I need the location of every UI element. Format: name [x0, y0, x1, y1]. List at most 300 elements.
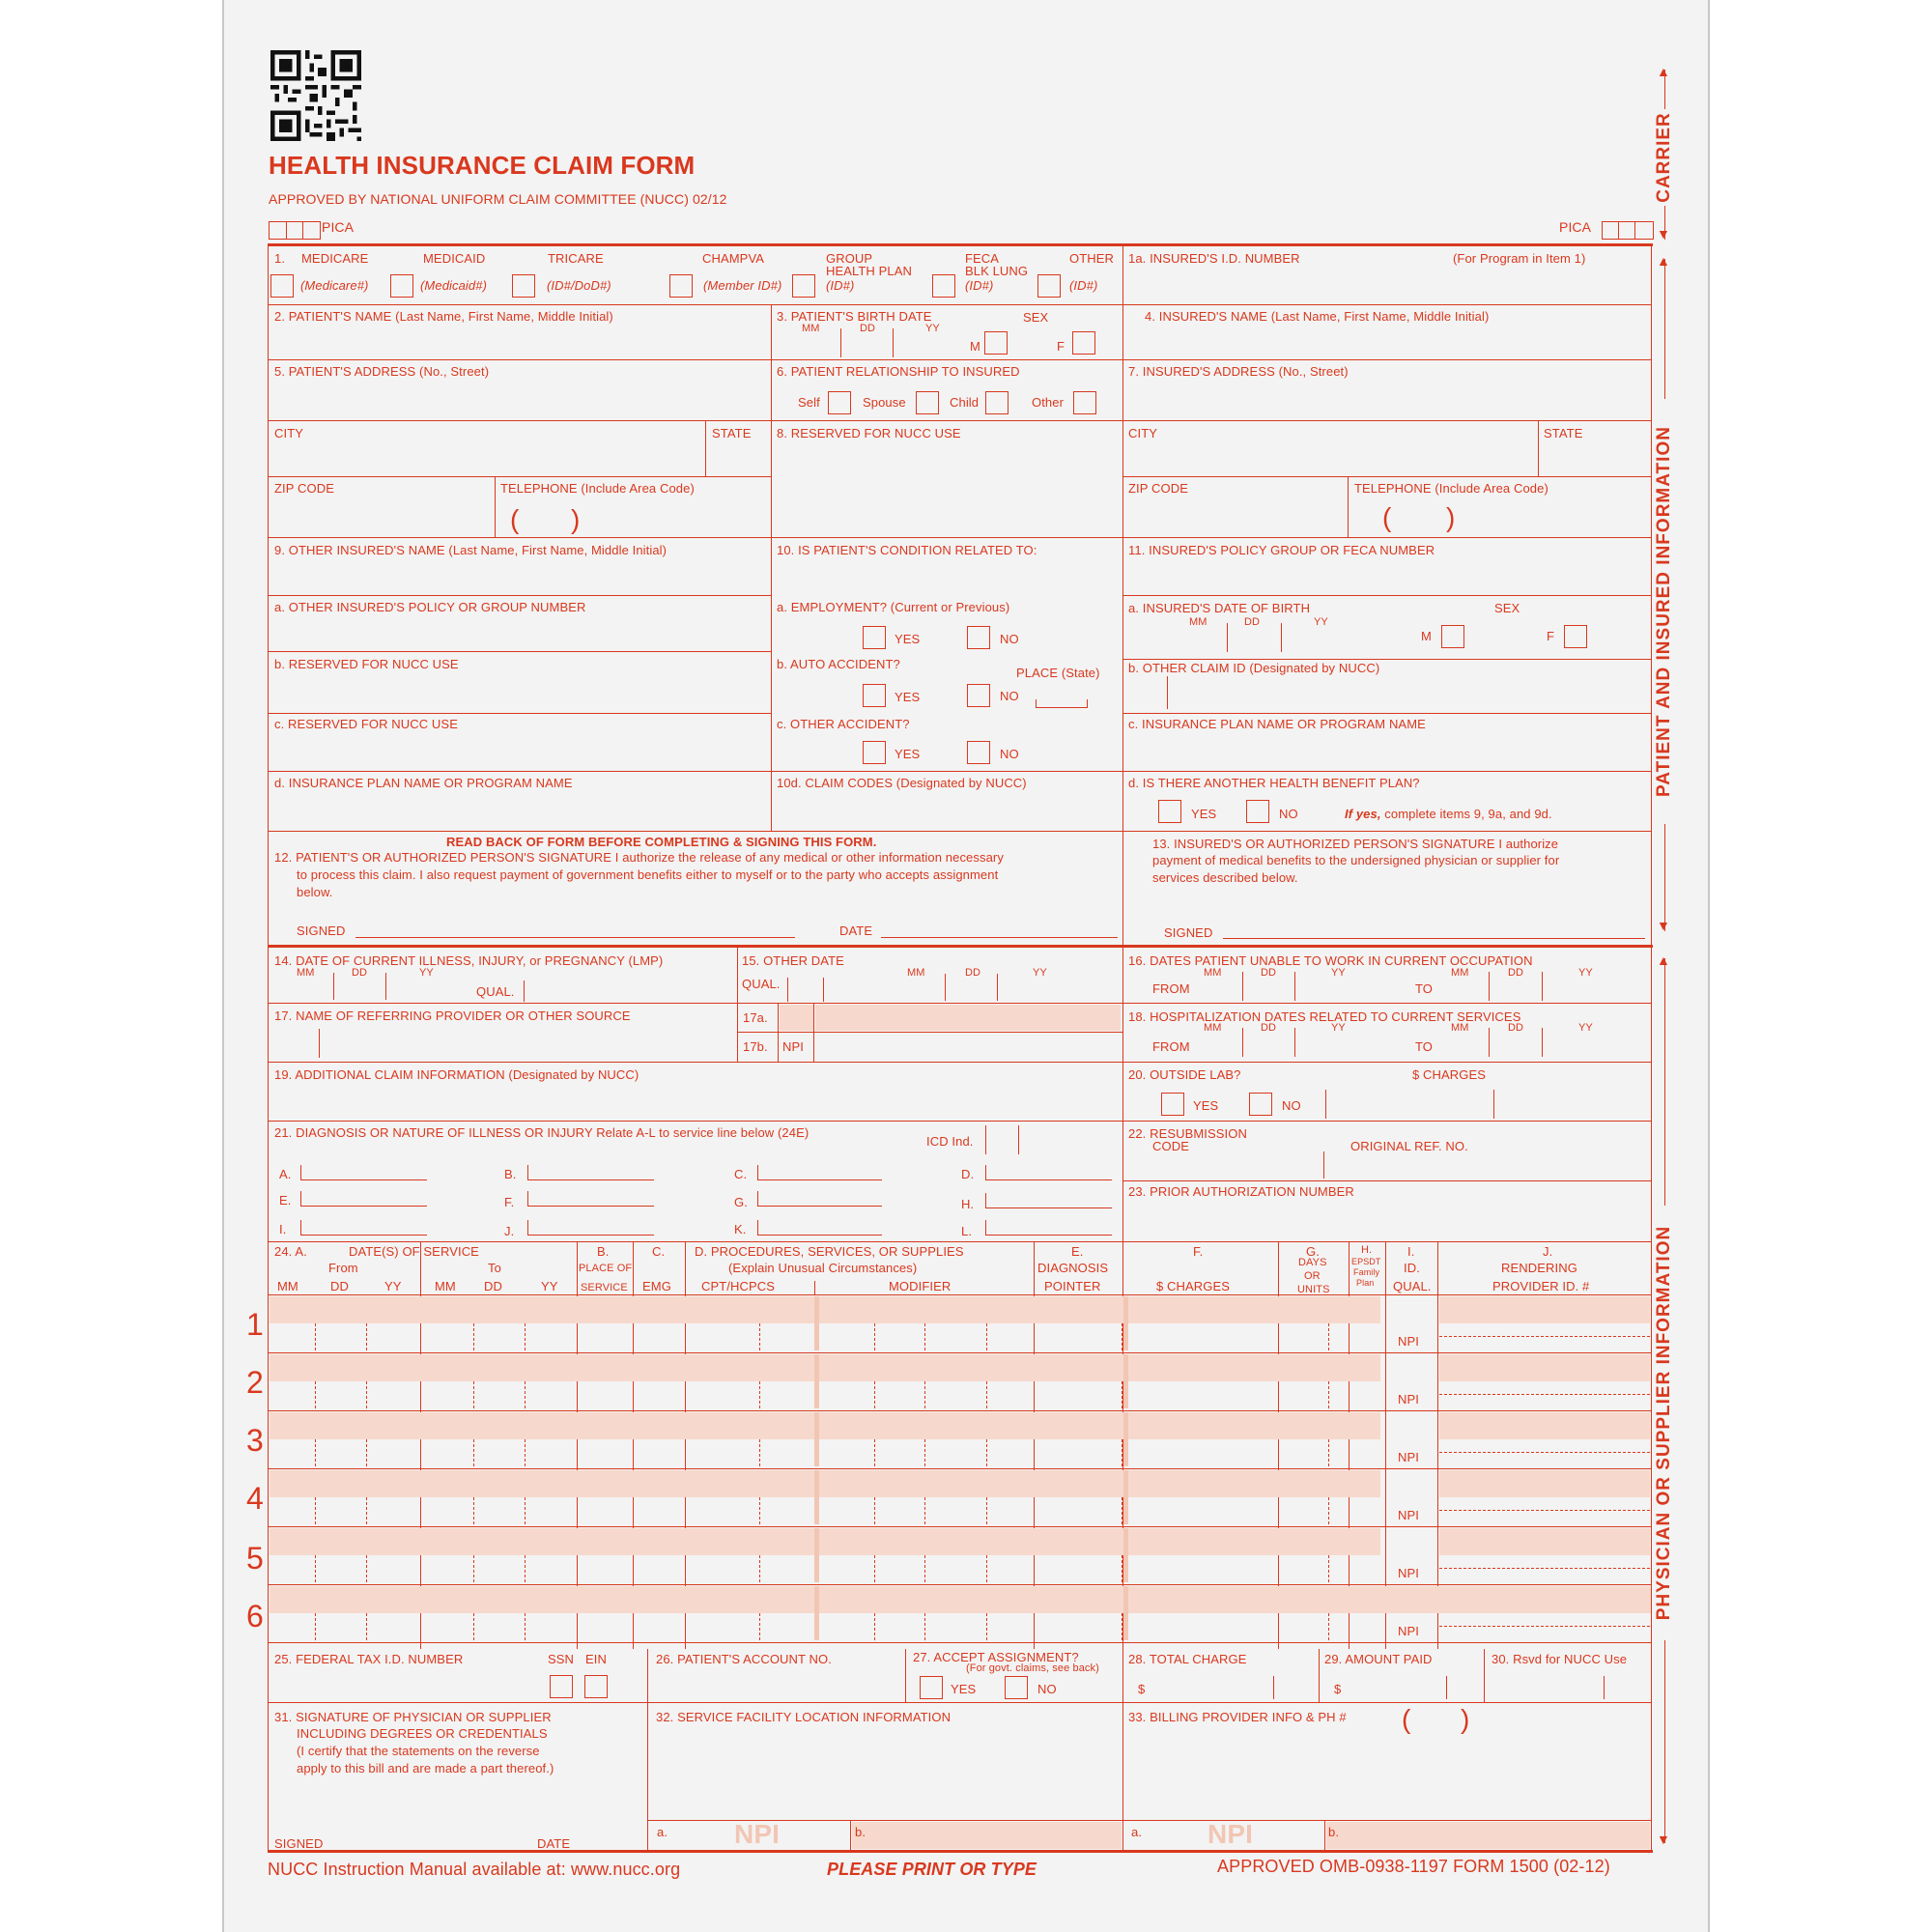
item24-j-label: J. [1543, 1244, 1553, 1259]
qr-code-icon [270, 50, 361, 141]
line-number: 1 [246, 1307, 264, 1342]
diagnosis-h-label: H. [961, 1197, 975, 1211]
another-plan-no-label: NO [1279, 807, 1298, 821]
condition-related-label: 10. IS PATIENT'S CONDITION RELATED TO: [777, 543, 1037, 557]
service-line-field-divider [473, 1555, 474, 1582]
approved-text: APPROVED BY NATIONAL UNIFORM CLAIM COMMITTEE (NUCC) 02/12 [269, 191, 727, 207]
sex-label: SEX [1023, 310, 1049, 325]
icd-ind-label: ICD Ind. [926, 1134, 974, 1149]
reserved-nucc-8-label: 8. RESERVED FOR NUCC USE [777, 426, 961, 440]
side-label-patient-insured: PATIENT AND INSURED INFORMATION [1654, 399, 1675, 824]
provider-id-divider [1439, 1568, 1650, 1569]
line-number: 2 [246, 1365, 264, 1400]
side-label-physician-supplier: PHYSICIAN OR SUPPLIER INFORMATION [1654, 1206, 1675, 1640]
service-line-field-divider [366, 1381, 367, 1408]
item20-charges-label: $ CHARGES [1412, 1067, 1487, 1082]
if-yes-rest-text: complete items 9, 9a, and 9d. [1380, 807, 1552, 821]
item16-to-dd: DD [1508, 967, 1524, 979]
side-label-carrier: CARRIER [1654, 109, 1675, 206]
outside-lab-yes-label: YES [1193, 1098, 1219, 1113]
group-label: GROUP [826, 251, 873, 266]
medicaid-checkbox[interactable] [390, 274, 413, 298]
item30-label: 30. Rsvd for NUCC Use [1492, 1652, 1628, 1666]
reserved-nucc-9c-label: c. RESERVED FOR NUCC USE [274, 717, 458, 731]
insured-sex-m-checkbox[interactable] [1441, 625, 1464, 648]
insured-sex-f-label: F [1547, 629, 1555, 643]
item24-from-label: From [328, 1261, 358, 1275]
service-line-field-divider [366, 1497, 367, 1524]
employment-yes-checkbox[interactable] [863, 626, 886, 649]
line-number: 5 [246, 1541, 264, 1576]
item16-to-yy: YY [1578, 967, 1593, 979]
patient-signature-date-input[interactable] [881, 908, 1118, 937]
provider-id-divider [1439, 1510, 1650, 1511]
service-line-field-divider [924, 1381, 925, 1408]
service-line-shaded-divider [1123, 1586, 1128, 1640]
arrow-down-icon: ▼ [1657, 1832, 1670, 1847]
footer-approved-text: APPROVED OMB-0938-1197 FORM 1500 (02-12) [1217, 1857, 1610, 1876]
diagnosis-h-input[interactable] [985, 1193, 1112, 1208]
pica-right-boxes[interactable] [1602, 221, 1654, 240]
row-npi-label: NPI [1398, 1450, 1419, 1464]
ssn-label: SSN [548, 1652, 575, 1666]
other-accident-yes-label: YES [895, 747, 921, 761]
auto-accident-label: b. AUTO ACCIDENT? [777, 657, 900, 671]
pica-left-boxes[interactable] [269, 221, 321, 240]
group-health-plan-label: HEALTH PLAN [826, 264, 912, 278]
line-number: 3 [246, 1423, 264, 1458]
item33-b-label: b. [1328, 1825, 1340, 1839]
service-line-field-divider [986, 1323, 987, 1350]
item16-to-label: TO [1415, 981, 1434, 996]
service-line-field-divider [1328, 1439, 1329, 1466]
item24-b-label: B. [597, 1244, 610, 1259]
item31-line2: INCLUDING DEGREES OR CREDENTIALS [297, 1726, 548, 1741]
service-line-field-divider [525, 1555, 526, 1582]
insured-telephone-label: TELEPHONE (Include Area Code) [1354, 481, 1548, 496]
item24-provider-id-label: PROVIDER ID. # [1492, 1279, 1590, 1293]
accept-no-label: NO [1037, 1682, 1057, 1696]
outside-lab-no-checkbox[interactable] [1249, 1093, 1272, 1116]
item31-line3: (I certify that the statements on the reverse [297, 1744, 540, 1758]
item24-qual-label: QUAL. [1393, 1279, 1432, 1293]
service-line-shaded-divider [814, 1354, 819, 1408]
relationship-spouse-label: Spouse [863, 395, 906, 410]
item24-rendering-label: RENDERING [1501, 1261, 1577, 1275]
item32-npi-watermark: NPI [734, 1819, 780, 1849]
service-line-field-divider [315, 1497, 316, 1524]
service-line-field-divider [1328, 1555, 1329, 1582]
service-line-shaded-divider [814, 1470, 819, 1524]
auto-accident-no-label: NO [1000, 689, 1019, 703]
item28-dollar: $ [1138, 1682, 1146, 1696]
diagnosis-c-input[interactable] [757, 1165, 882, 1180]
item24-modifier-label: MODIFIER [889, 1279, 952, 1293]
birth-yy-label: YY [925, 323, 940, 334]
item33-paren-close: ) [1461, 1704, 1470, 1734]
diagnosis-d-label: D. [961, 1167, 975, 1181]
other-claim-id-label: b. OTHER CLAIM ID (Designated by NUCC) [1128, 661, 1380, 675]
service-line-field-divider [759, 1497, 760, 1524]
row-npi-label: NPI [1398, 1624, 1419, 1638]
item24-to-dd: DD [484, 1279, 502, 1293]
auto-accident-yes-label: YES [895, 690, 921, 704]
service-line-shaded-divider [814, 1586, 819, 1640]
item24-charges-label: $ CHARGES [1156, 1279, 1231, 1293]
item15-qual-label: QUAL. [742, 977, 781, 991]
service-line-field-divider [986, 1381, 987, 1408]
item31-date-label: DATE [537, 1836, 571, 1851]
patient-name-input[interactable] [274, 327, 765, 355]
item24-g-label: G. [1306, 1244, 1320, 1259]
service-line-field-divider [759, 1381, 760, 1408]
diagnosis-j-input[interactable] [527, 1220, 654, 1236]
relationship-child-label: Child [950, 395, 980, 410]
medicaid-id-label: (Medicaid#) [420, 278, 488, 293]
birth-dd-label: DD [860, 323, 876, 334]
policy-group-label: 11. INSURED'S POLICY GROUP OR FECA NUMBER [1128, 543, 1435, 557]
outside-lab-yes-checkbox[interactable] [1161, 1093, 1184, 1116]
sex-m-checkbox[interactable] [984, 331, 1008, 355]
item27-note: (For govt. claims, see back) [966, 1662, 1099, 1674]
item15-dd: DD [965, 967, 981, 979]
provider-id-divider [1439, 1336, 1650, 1337]
medicaid-label: MEDICAID [423, 251, 486, 266]
employment-no-label: NO [1000, 632, 1019, 646]
diagnosis-b-input[interactable] [527, 1165, 654, 1180]
item18-label: 18. HOSPITALIZATION DATES RELATED TO CURRENT SERVICES [1128, 1009, 1521, 1024]
patient-zip-label: ZIP CODE [274, 481, 334, 496]
service-line-field-divider [473, 1439, 474, 1466]
service-line-field-divider [473, 1613, 474, 1640]
item24-to-yy: YY [541, 1279, 558, 1293]
feca-label: FECA [965, 251, 1000, 266]
provider-id-divider [1439, 1394, 1650, 1395]
item26-label: 26. PATIENT'S ACCOUNT NO. [656, 1652, 832, 1666]
ein-checkbox[interactable] [584, 1675, 608, 1698]
row-npi-label: NPI [1398, 1508, 1419, 1522]
item15-yy: YY [1033, 967, 1047, 979]
form-title: HEALTH INSURANCE CLAIM FORM [269, 151, 696, 180]
employment-yes-label: YES [895, 632, 921, 646]
insured-dob-yy: YY [1314, 616, 1328, 628]
item14-qual-label: QUAL. [476, 984, 515, 999]
service-line-field-divider [366, 1555, 367, 1582]
tricare-id-label: (ID#/DoD#) [547, 278, 611, 293]
service-line-field-divider [874, 1439, 875, 1466]
relationship-child-checkbox[interactable] [985, 391, 1009, 414]
service-line-field-divider [315, 1555, 316, 1582]
service-line-field-divider [315, 1439, 316, 1466]
relationship-self-checkbox[interactable] [828, 391, 851, 414]
item16-from-mm: MM [1204, 967, 1222, 979]
service-line-field-divider [1328, 1613, 1329, 1640]
insured-signature-input[interactable] [1223, 908, 1645, 937]
service-line-shaded-divider [1123, 1528, 1128, 1582]
item24-units-label: UNITS [1297, 1284, 1330, 1295]
item12-text-line1: 12. PATIENT'S OR AUTHORIZED PERSON'S SIGNATURE I authorize the release of any medical or other information necessary [274, 850, 1004, 865]
program-note: (For Program in Item 1) [1453, 251, 1586, 266]
item22-code-label: CODE [1152, 1139, 1189, 1153]
service-line-field-divider [315, 1613, 316, 1640]
blk-lung-label: BLK LUNG [965, 264, 1029, 278]
another-plan-yes-checkbox[interactable] [1158, 800, 1181, 823]
another-plan-label: d. IS THERE ANOTHER HEALTH BENEFIT PLAN? [1128, 776, 1420, 790]
item16-label: 16. DATES PATIENT UNABLE TO WORK IN CURRENT OCCUPATION [1128, 953, 1533, 968]
service-line-field-divider [924, 1323, 925, 1350]
diagnosis-g-input[interactable] [757, 1191, 882, 1207]
diagnosis-a-input[interactable] [300, 1165, 427, 1180]
item31-signed-label: SIGNED [274, 1836, 324, 1851]
other-insured-policy-label: a. OTHER INSURED'S POLICY OR GROUP NUMBER [274, 600, 586, 614]
item21-label: 21. DIAGNOSIS OR NATURE OF ILLNESS OR INJURY Relate A-L to service line below (24E) [274, 1125, 810, 1140]
insured-sex-f-checkbox[interactable] [1564, 625, 1587, 648]
service-line-field-divider [924, 1613, 925, 1640]
item24-id-label: ID. [1404, 1261, 1420, 1275]
item14-label: 14. DATE OF CURRENT ILLNESS, INJURY, or PREGNANCY (LMP) [274, 953, 664, 968]
item22-label: 22. RESUBMISSION [1128, 1126, 1247, 1141]
service-line-field-divider [874, 1381, 875, 1408]
service-line-field-divider [473, 1497, 474, 1524]
item16-from-label: FROM [1152, 981, 1190, 996]
insured-name-label: 4. INSURED'S NAME (Last Name, First Name, Middle Initial) [1145, 309, 1490, 324]
item24-from-mm: MM [277, 1279, 298, 1293]
arrow-down-icon: ▼ [1657, 226, 1670, 242]
diagnosis-f-input[interactable] [527, 1191, 654, 1207]
item18-from-mm: MM [1204, 1022, 1222, 1034]
item17a-label: 17a. [743, 1010, 768, 1025]
other-accident-yes-checkbox[interactable] [863, 741, 886, 764]
item24-diagnosis-label: DIAGNOSIS [1037, 1261, 1109, 1275]
arrow-up-icon: ▲ [1657, 952, 1670, 968]
diagnosis-l-input[interactable] [985, 1220, 1112, 1236]
insured-dob-dd: DD [1244, 616, 1261, 628]
diagnosis-i-label: I. [279, 1222, 287, 1236]
sex-f-checkbox[interactable] [1072, 331, 1095, 355]
claim-codes-label: 10d. CLAIM CODES (Designated by NUCC) [777, 776, 1027, 790]
item24-emg-label: EMG [642, 1279, 671, 1293]
champva-checkbox[interactable] [669, 274, 693, 298]
line-number: 6 [246, 1599, 264, 1634]
item24-family-label: Family [1353, 1267, 1380, 1277]
group-id-label: (ID#) [826, 278, 855, 293]
item12-text-line3: below. [297, 885, 333, 899]
item14-mm: MM [297, 967, 315, 979]
service-line-field-divider [1328, 1323, 1329, 1350]
item19-label: 19. ADDITIONAL CLAIM INFORMATION (Designated by NUCC) [274, 1067, 639, 1082]
item13-text-line3: services described below. [1152, 870, 1298, 885]
employment-no-checkbox[interactable] [967, 626, 990, 649]
service-line-field-divider [759, 1439, 760, 1466]
item15-label: 15. OTHER DATE [742, 953, 844, 968]
other-accident-no-checkbox[interactable] [967, 741, 990, 764]
provider-id-divider [1439, 1626, 1650, 1627]
patient-address-label: 5. PATIENT'S ADDRESS (No., Street) [274, 364, 490, 379]
service-line-field-divider [986, 1555, 987, 1582]
diagnosis-c-label: C. [734, 1167, 748, 1181]
if-yes-text: If yes, [1345, 807, 1381, 821]
arrow-down-icon: ▼ [1657, 918, 1670, 933]
service-line-field-divider [874, 1555, 875, 1582]
insured-sex-label: SEX [1494, 601, 1520, 615]
service-line-field-divider [759, 1323, 760, 1350]
another-plan-yes-label: YES [1191, 807, 1217, 821]
service-line-field-divider [759, 1555, 760, 1582]
diagnosis-l-label: L. [961, 1224, 973, 1238]
birth-date-label: 3. PATIENT'S BIRTH DATE [777, 309, 932, 324]
relationship-other-label: Other [1032, 395, 1065, 410]
champva-id-label: (Member ID#) [703, 278, 782, 293]
item13-text-line2: payment of medical benefits to the undersigned physician or supplier for [1152, 853, 1560, 867]
patient-tel-paren-close: ) [571, 504, 581, 534]
place-state-input[interactable] [1036, 699, 1088, 708]
other-label: OTHER [1069, 251, 1114, 266]
item24-to-mm: MM [435, 1279, 456, 1293]
outside-lab-no-label: NO [1282, 1098, 1301, 1113]
accept-yes-label: YES [951, 1682, 977, 1696]
item24-d-label: D. PROCEDURES, SERVICES, OR SUPPLIES [695, 1244, 964, 1259]
insured-sex-m-label: M [1421, 629, 1432, 643]
item16-to-mm: MM [1451, 967, 1469, 979]
place-state-label: PLACE (State) [1016, 666, 1100, 680]
service-line-field-divider [473, 1381, 474, 1408]
diagnosis-i-input[interactable] [300, 1220, 427, 1236]
tricare-checkbox[interactable] [512, 274, 535, 298]
another-plan-no-checkbox[interactable] [1246, 800, 1269, 823]
accept-no-checkbox[interactable] [1005, 1676, 1028, 1699]
line-number: 4 [246, 1481, 264, 1516]
service-line-field-divider [366, 1613, 367, 1640]
insured-tel-paren-close: ) [1446, 502, 1456, 532]
diagnosis-k-input[interactable] [757, 1220, 882, 1236]
patient-city-label: CITY [274, 426, 304, 440]
item32-b-label: b. [855, 1825, 867, 1839]
medicare-label: MEDICARE [301, 251, 369, 266]
medicare-checkbox[interactable] [270, 274, 294, 298]
item33-paren-open: ( [1402, 1704, 1411, 1734]
sex-m-label: M [970, 339, 980, 354]
footer-manual-text: NUCC Instruction Manual available at: www.nucc.org [268, 1860, 681, 1879]
birth-mm-label: MM [802, 323, 820, 334]
insured-id-label: 1a. INSURED'S I.D. NUMBER [1128, 251, 1300, 266]
insured-tel-paren-open: ( [1382, 502, 1392, 532]
item12-signed-label: SIGNED [297, 923, 346, 938]
item31-line1: 31. SIGNATURE OF PHYSICIAN OR SUPPLIER [274, 1710, 552, 1724]
diagnosis-e-label: E. [279, 1193, 292, 1208]
provider-id-divider [1439, 1452, 1650, 1453]
ssn-checkbox[interactable] [550, 1675, 573, 1698]
relationship-label: 6. PATIENT RELATIONSHIP TO INSURED [777, 364, 1020, 379]
auto-accident-yes-checkbox[interactable] [863, 684, 886, 707]
item28-label: 28. TOTAL CHARGE [1128, 1652, 1247, 1666]
diagnosis-d-input[interactable] [985, 1165, 1112, 1180]
patient-tel-paren-open: ( [510, 504, 520, 534]
arrow-up-icon: ▲ [1657, 64, 1670, 79]
auto-accident-no-checkbox[interactable] [967, 684, 990, 707]
insured-dob-label: a. INSURED'S DATE OF BIRTH [1128, 601, 1311, 615]
item13-text-line1: 13. INSURED'S OR AUTHORIZED PERSON'S SIGNATURE I authorize [1152, 837, 1559, 851]
pica-left-label: PICA [322, 219, 355, 235]
relationship-self-label: Self [798, 395, 820, 410]
item18-to-mm: MM [1451, 1022, 1469, 1034]
service-line-field-divider [986, 1439, 987, 1466]
service-line-field-divider [924, 1439, 925, 1466]
item24-dates-label: DATE(S) OF SERVICE [349, 1244, 479, 1259]
service-line-field-divider [525, 1613, 526, 1640]
item1-num: 1. [274, 251, 286, 266]
other-checkbox[interactable] [1037, 274, 1061, 298]
item24-epsdt-label: EPSDT [1351, 1257, 1381, 1266]
service-line-field-divider [1328, 1381, 1329, 1408]
item17b-npi-label: NPI [782, 1039, 804, 1054]
row-npi-label: NPI [1398, 1392, 1419, 1406]
accept-yes-checkbox[interactable] [920, 1676, 943, 1699]
item13-signed-label: SIGNED [1164, 925, 1213, 940]
service-line-shaded-divider [1123, 1412, 1128, 1466]
relationship-other-checkbox[interactable] [1073, 391, 1096, 414]
other-accident-label: c. OTHER ACCIDENT? [777, 717, 910, 731]
group-checkbox[interactable] [792, 274, 815, 298]
row-npi-label: NPI [1398, 1566, 1419, 1580]
arrow-up-icon: ▲ [1657, 253, 1670, 269]
diagnosis-g-label: G. [734, 1195, 748, 1209]
employment-label: a. EMPLOYMENT? (Current or Previous) [777, 600, 1010, 614]
service-line-field-divider [874, 1613, 875, 1640]
item17b-label: 17b. [743, 1039, 768, 1054]
item31-line4: apply to this bill and are made a part thereof.) [297, 1761, 554, 1776]
item17-label: 17. NAME OF REFERRING PROVIDER OR OTHER SOURCE [274, 1009, 631, 1023]
item27-label: 27. ACCEPT ASSIGNMENT? [913, 1650, 1079, 1664]
ein-label: EIN [585, 1652, 607, 1666]
item18-to-dd: DD [1508, 1022, 1524, 1034]
service-line-field-divider [986, 1613, 987, 1640]
item24-days-label: DAYS [1298, 1257, 1327, 1268]
item24-from-yy: YY [384, 1279, 402, 1293]
service-line-shaded-divider [1123, 1296, 1128, 1350]
item24-e-label: E. [1071, 1244, 1084, 1259]
service-line-shaded-divider [1123, 1354, 1128, 1408]
other-accident-no-label: NO [1000, 747, 1019, 761]
tricare-label: TRICARE [548, 251, 604, 266]
service-line-field-divider [874, 1323, 875, 1350]
diagnosis-a-label: A. [279, 1167, 292, 1181]
service-line-field-divider [473, 1323, 474, 1350]
item24-cpt-label: CPT/HCPCS [701, 1279, 776, 1293]
insurance-plan-9d-label: d. INSURANCE PLAN NAME OR PROGRAM NAME [274, 776, 573, 790]
relationship-spouse-checkbox[interactable] [916, 391, 939, 414]
insured-id-input[interactable] [1128, 272, 1645, 299]
diagnosis-e-input[interactable] [300, 1191, 427, 1207]
insured-city-label: CITY [1128, 426, 1158, 440]
item24-to-label: To [488, 1261, 501, 1275]
service-line-field-divider [525, 1381, 526, 1408]
patient-signature-input[interactable] [355, 908, 795, 937]
service-line-field-divider [874, 1497, 875, 1524]
item16-from-yy: YY [1331, 967, 1346, 979]
medicare-id-label: (Medicare#) [300, 278, 369, 293]
item32-a-label: a. [657, 1825, 668, 1839]
patient-telephone-label: TELEPHONE (Include Area Code) [500, 481, 695, 496]
sex-f-label: F [1057, 339, 1065, 354]
patient-name-label: 2. PATIENT'S NAME (Last Name, First Name, Middle Initial) [274, 309, 613, 324]
service-line-field-divider [1328, 1497, 1329, 1524]
insured-zip-label: ZIP CODE [1128, 481, 1188, 496]
service-line-field-divider [525, 1323, 526, 1350]
insured-dob-mm: MM [1189, 616, 1208, 628]
service-line-shaded-divider [814, 1528, 819, 1582]
item12-text-line2: to process this claim. I also request payment of government benefits either to myself or to the party who accepts assignment [297, 867, 999, 882]
feca-checkbox[interactable] [932, 274, 955, 298]
